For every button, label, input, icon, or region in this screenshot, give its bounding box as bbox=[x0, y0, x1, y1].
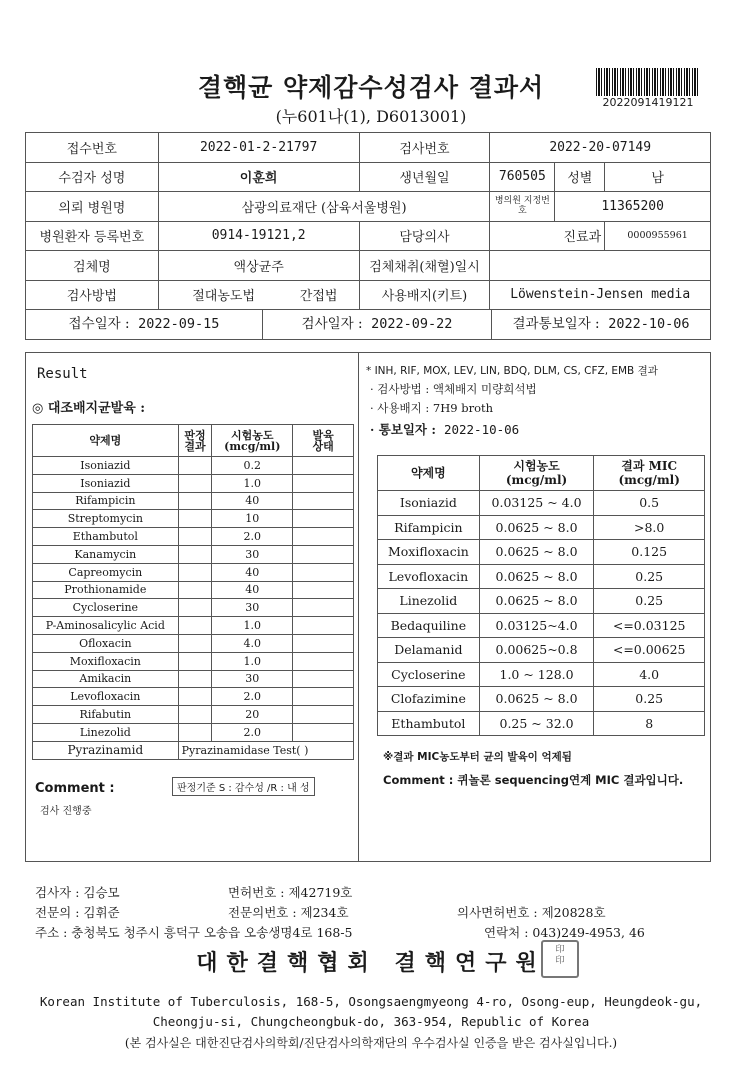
receipt-no: 2022-01-2-21797 bbox=[158, 133, 359, 163]
left-comment-label: Comment : bbox=[35, 781, 115, 796]
mic-drug-name: Ethambutol bbox=[378, 711, 480, 736]
media-label: 사용배지(키트) bbox=[359, 280, 490, 310]
judge-result bbox=[178, 670, 212, 688]
mic-heading: * INH, RIF, MOX, LEV, LIN, BDQ, DLM, CS, CFZ, EMB 결과 bbox=[366, 365, 658, 377]
test-concentration: 10 bbox=[212, 510, 293, 528]
method-absolute: 절대농도법 bbox=[192, 289, 256, 305]
solid-media-row bbox=[33, 492, 354, 510]
mic-concentration: 0.00625~0.8 bbox=[479, 638, 594, 663]
sex-label: 성별 bbox=[555, 162, 605, 192]
pyrazinamid-label: Pyrazinamid bbox=[33, 741, 179, 759]
mic-concentration: 0.0625 ~ 8.0 bbox=[479, 589, 594, 614]
growth-status bbox=[293, 581, 354, 599]
mic-drug-name: Moxifloxacin bbox=[378, 540, 480, 565]
mic-result: 0.25 bbox=[594, 564, 705, 589]
growth-status bbox=[293, 528, 354, 546]
drug-name: Ethambutol bbox=[33, 528, 179, 546]
dept-label bbox=[490, 221, 605, 251]
result-title: Result bbox=[37, 366, 88, 382]
exam-no: 2022-20-07149 bbox=[490, 133, 711, 163]
info-row-dates bbox=[26, 310, 711, 340]
growth-status bbox=[293, 545, 354, 563]
mic-concentration: 0.03125~4.0 bbox=[479, 613, 594, 638]
drug-name: Isoniazid bbox=[33, 474, 179, 492]
drug-name: Moxifloxacin bbox=[33, 652, 179, 670]
test-concentration: 1.0 bbox=[212, 652, 293, 670]
judge-result bbox=[178, 474, 212, 492]
growth-status bbox=[293, 457, 354, 475]
solid-media-row bbox=[33, 723, 354, 741]
judge-result bbox=[178, 706, 212, 724]
judge-result bbox=[178, 563, 212, 581]
mic-result: 4.0 bbox=[594, 662, 705, 687]
document-title: 결핵균 약제감수성검사 결과서 bbox=[197, 73, 545, 102]
mic-concentration: 1.0 ~ 128.0 bbox=[479, 662, 594, 687]
solid-media-row bbox=[33, 510, 354, 528]
info-row-registration bbox=[26, 221, 711, 251]
drug-name: Rifampicin bbox=[33, 492, 179, 510]
patient-name: 이훈희 bbox=[158, 162, 359, 192]
judge-result bbox=[178, 599, 212, 617]
method-label: 검사방법 bbox=[26, 280, 159, 310]
examiner: 검사자 : 김승모 bbox=[35, 885, 120, 900]
judge-result bbox=[178, 545, 212, 563]
drug-name: Ofloxacin bbox=[33, 634, 179, 652]
mic-concentration: 0.0625 ~ 8.0 bbox=[479, 564, 594, 589]
growth-status bbox=[293, 510, 354, 528]
certification-note: (본 검사실은 대한진단검사의학회/진단검사의학재단의 우수검사실 인증을 받은 검사실입니다.) bbox=[124, 1036, 618, 1050]
test-concentration: 40 bbox=[212, 563, 293, 581]
control-growth-label: ◎ 대조배지균발육 : bbox=[32, 401, 146, 416]
growth-status bbox=[293, 617, 354, 635]
mic-concentration: 0.0625 ~ 8.0 bbox=[479, 540, 594, 565]
dob-label: 생년월일 bbox=[359, 162, 490, 192]
right-comment: Comment : 퀴놀론 sequencing연계 MIC 결과입니다. bbox=[383, 773, 684, 787]
growth-status bbox=[293, 706, 354, 724]
method-cell bbox=[158, 280, 359, 310]
hospital-name: 삼광의료재단 (삼육서울병원) bbox=[158, 192, 490, 222]
col-conc: 시험농도 (mcg/ml) bbox=[212, 425, 293, 457]
reg-no: 0914-19121,2 bbox=[158, 221, 359, 251]
mic-col-conc: 시험농도 (mcg/ml) bbox=[479, 456, 594, 491]
test-concentration: 2.0 bbox=[212, 723, 293, 741]
patient-info-table bbox=[25, 132, 711, 340]
judge-result bbox=[178, 528, 212, 546]
mic-drug-name: Cycloserine bbox=[378, 662, 480, 687]
test-concentration: 30 bbox=[212, 670, 293, 688]
growth-status bbox=[293, 723, 354, 741]
document-subtitle: (누601나(1), D6013001) bbox=[275, 107, 467, 126]
test-concentration: 2.0 bbox=[212, 688, 293, 706]
barcode bbox=[596, 68, 700, 96]
judge-result bbox=[178, 492, 212, 510]
test-concentration: 2.0 bbox=[212, 528, 293, 546]
test-concentration: 4.0 bbox=[212, 634, 293, 652]
mic-drug-name: Clofazimine bbox=[378, 687, 480, 712]
solid-media-row bbox=[33, 617, 354, 635]
solid-media-row bbox=[33, 652, 354, 670]
mic-header bbox=[378, 456, 705, 491]
mic-result: 0.5 bbox=[594, 491, 705, 516]
test-concentration: 1.0 bbox=[212, 617, 293, 635]
solid-media-row bbox=[33, 688, 354, 706]
contact: 연락처 : 043)249-4953, 46 bbox=[484, 925, 645, 940]
sex: 남 bbox=[605, 162, 711, 192]
mic-row bbox=[378, 687, 705, 712]
collect-label: 검체채취(채혈)일시 bbox=[359, 251, 490, 281]
exam-date: 검사일자 : 2022-09-22 bbox=[263, 310, 492, 339]
mic-row bbox=[378, 638, 705, 663]
specimen-label: 검체명 bbox=[26, 251, 159, 281]
solid-media-header bbox=[33, 425, 354, 457]
col-drug: 약제명 bbox=[33, 425, 179, 457]
hospital-label: 의뢰 병원명 bbox=[26, 192, 159, 222]
judgement-criteria: 판정기준 S : 감수성 /R : 내 성 bbox=[172, 777, 315, 796]
mic-drug-name: Isoniazid bbox=[378, 491, 480, 516]
solid-media-row bbox=[33, 706, 354, 724]
mic-concentration: 0.25 ~ 32.0 bbox=[479, 711, 594, 736]
drug-name: Cycloserine bbox=[33, 599, 179, 617]
mic-table bbox=[377, 455, 705, 736]
mic-col-result: 결과 MIC (mcg/ml) bbox=[594, 456, 705, 491]
drug-name: Levofloxacin bbox=[33, 688, 179, 706]
mic-drug-name: Rifampicin bbox=[378, 515, 480, 540]
test-concentration: 20 bbox=[212, 706, 293, 724]
test-concentration: 30 bbox=[212, 599, 293, 617]
receipt-no-label: 접수번호 bbox=[26, 133, 159, 163]
mic-row bbox=[378, 564, 705, 589]
info-row-method bbox=[26, 280, 711, 310]
address-en-2: Cheongju-si, Chungcheongbuk-do, 363-954, Republic of Korea bbox=[152, 1014, 590, 1029]
info-row-patient bbox=[26, 162, 711, 192]
doctor-label: 담당의사 bbox=[359, 221, 490, 251]
solid-media-row bbox=[33, 528, 354, 546]
drug-name: Capreomycin bbox=[33, 563, 179, 581]
solid-media-row bbox=[33, 474, 354, 492]
barcode-number: 2022091419121 bbox=[602, 96, 694, 109]
solid-media-row bbox=[33, 670, 354, 688]
drug-name: Isoniazid bbox=[33, 457, 179, 475]
license-no: 면허번호 : 제42719호 bbox=[228, 885, 353, 900]
test-concentration: 30 bbox=[212, 545, 293, 563]
dept-code: 0000955961 bbox=[605, 221, 711, 251]
mic-row bbox=[378, 589, 705, 614]
mic-drug-name: Delamanid bbox=[378, 638, 480, 663]
drug-name: P-Aminosalicylic Acid bbox=[33, 617, 179, 635]
mic-result: >8.0 bbox=[594, 515, 705, 540]
judge-result bbox=[178, 457, 212, 475]
dob: 760505 bbox=[490, 162, 555, 192]
growth-status bbox=[293, 474, 354, 492]
growth-status bbox=[293, 634, 354, 652]
pyrazinamid-row bbox=[33, 741, 354, 759]
mic-concentration: 0.0625 ~ 8.0 bbox=[479, 687, 594, 712]
col-judge: 판정 결과 bbox=[178, 425, 212, 457]
address: 주소 : 충청북도 청주시 흥덕구 오송읍 오송생명4로 168-5 bbox=[35, 925, 353, 940]
mic-notify: · 통보일자 : 2022-10-06 bbox=[370, 422, 520, 437]
mic-row bbox=[378, 540, 705, 565]
mic-drug-name: Bedaquiline bbox=[378, 613, 480, 638]
growth-status bbox=[293, 670, 354, 688]
result-divider bbox=[358, 352, 359, 862]
dept-label-text: 진료과 bbox=[563, 230, 602, 246]
pyrazinamidase-test: Pyrazinamidase Test( ) bbox=[178, 741, 353, 759]
drug-name: Rifabutin bbox=[33, 706, 179, 724]
mic-result: 0.125 bbox=[594, 540, 705, 565]
mic-concentration: 0.03125 ~ 4.0 bbox=[479, 491, 594, 516]
growth-status bbox=[293, 599, 354, 617]
mic-result: 0.25 bbox=[594, 687, 705, 712]
mic-note: ※결과 MIC농도부터 균의 발육이 억제됨 bbox=[383, 751, 572, 763]
exam-no-label: 검사번호 bbox=[359, 133, 490, 163]
collect-date bbox=[490, 251, 711, 281]
mic-drug-name: Linezolid bbox=[378, 589, 480, 614]
mic-drug-name: Levofloxacin bbox=[378, 564, 480, 589]
doctor-license: 의사면허번호 : 제20828호 bbox=[457, 905, 606, 920]
growth-status bbox=[293, 492, 354, 510]
judge-result bbox=[178, 688, 212, 706]
judge-result bbox=[178, 634, 212, 652]
mic-row bbox=[378, 491, 705, 516]
test-concentration: 1.0 bbox=[212, 474, 293, 492]
test-concentration: 40 bbox=[212, 581, 293, 599]
info-row-specimen bbox=[26, 251, 711, 281]
judge-result bbox=[178, 581, 212, 599]
drug-name: Prothionamide bbox=[33, 581, 179, 599]
drug-name: Amikacin bbox=[33, 670, 179, 688]
specimen: 액상균주 bbox=[158, 251, 359, 281]
left-comment-text: 검사 진행중 bbox=[40, 806, 92, 817]
mic-row bbox=[378, 662, 705, 687]
solid-media-row bbox=[33, 545, 354, 563]
mic-result: <=0.00625 bbox=[594, 638, 705, 663]
judge-result bbox=[178, 510, 212, 528]
drug-name: Streptomycin bbox=[33, 510, 179, 528]
solid-media-table bbox=[32, 424, 354, 760]
address-en-1: Korean Institute of Tuberculosis, 168-5, Osongsaengmyeong 4-ro, Osong-eup, Heungdeok-gu, bbox=[39, 994, 703, 1009]
test-concentration: 40 bbox=[212, 492, 293, 510]
specialist: 전문의 : 김휘준 bbox=[35, 905, 120, 920]
mic-method: · 검사방법 : 액체배지 미량희석법 bbox=[370, 382, 537, 396]
judge-result bbox=[178, 723, 212, 741]
solid-media-row bbox=[33, 634, 354, 652]
judge-result bbox=[178, 617, 212, 635]
receipt-date: 접수일자 : 2022-09-15 bbox=[26, 310, 263, 339]
growth-status bbox=[293, 688, 354, 706]
test-concentration: 0.2 bbox=[212, 457, 293, 475]
solid-media-row bbox=[33, 457, 354, 475]
hospital-code-label: 병의원 지정번호 bbox=[490, 192, 555, 222]
mic-result: <=0.03125 bbox=[594, 613, 705, 638]
name-label: 수검자 성명 bbox=[26, 162, 159, 192]
method-indirect: 간접법 bbox=[299, 289, 338, 305]
judge-result bbox=[178, 652, 212, 670]
growth-status bbox=[293, 652, 354, 670]
mic-row bbox=[378, 711, 705, 736]
info-row-hospital bbox=[26, 192, 711, 222]
info-row-receipt bbox=[26, 133, 711, 163]
mic-result: 8 bbox=[594, 711, 705, 736]
drug-name: Kanamycin bbox=[33, 545, 179, 563]
notify-date: 결과통보일자 : 2022-10-06 bbox=[512, 316, 690, 332]
solid-media-row bbox=[33, 581, 354, 599]
media: Löwenstein-Jensen media bbox=[490, 280, 711, 310]
hospital-code: 11365200 bbox=[555, 192, 711, 222]
institute-name: 대한결핵협회 결핵연구원 bbox=[196, 950, 546, 976]
specialist-no: 전문의번호 : 제234호 bbox=[228, 905, 349, 920]
mic-row bbox=[378, 613, 705, 638]
growth-status bbox=[293, 563, 354, 581]
solid-media-row bbox=[33, 599, 354, 617]
solid-media-row bbox=[33, 563, 354, 581]
official-seal: 印 印 bbox=[541, 940, 579, 978]
mic-concentration: 0.0625 ~ 8.0 bbox=[479, 515, 594, 540]
reg-no-label: 병원환자 등록번호 bbox=[26, 221, 159, 251]
dates-cell bbox=[26, 310, 711, 340]
mic-media: · 사용배지 : 7H9 broth bbox=[370, 401, 494, 415]
drug-name: Linezolid bbox=[33, 723, 179, 741]
mic-col-drug: 약제명 bbox=[378, 456, 480, 491]
mic-result: 0.25 bbox=[594, 589, 705, 614]
mic-row bbox=[378, 515, 705, 540]
col-growth: 발육 상태 bbox=[293, 425, 354, 457]
